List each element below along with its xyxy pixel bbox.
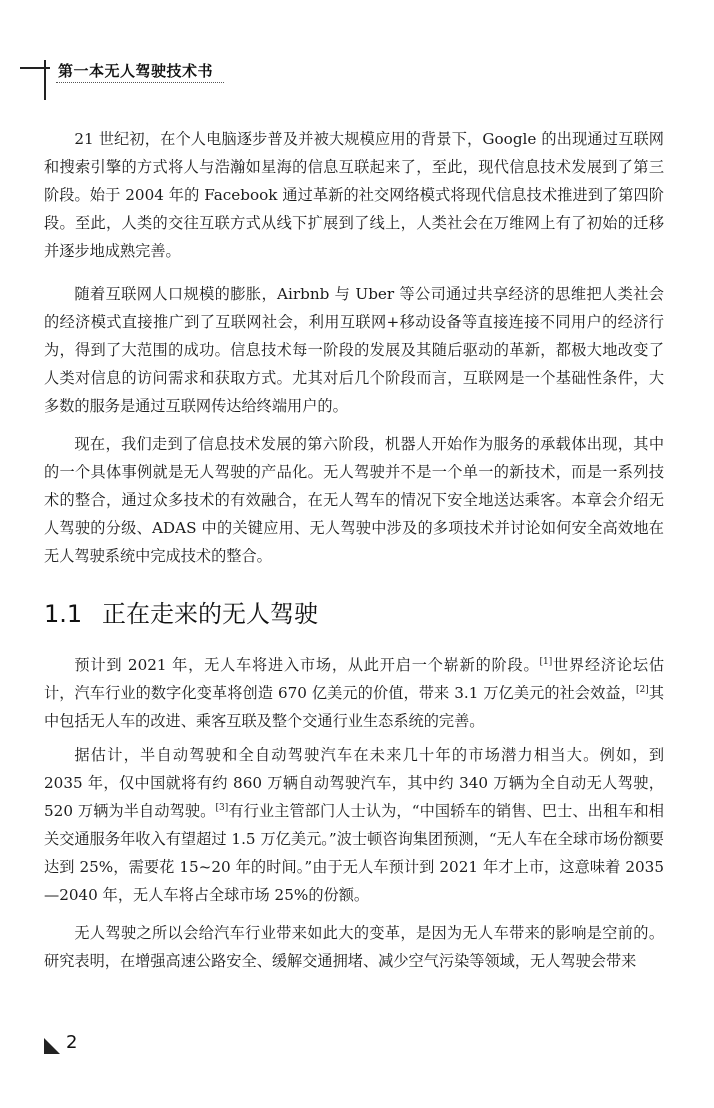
- paragraph-3: 现在，我们走到了信息技术发展的第六阶段，机器人开始作为服务的承载体出现，其中的一个具体事例就是无人驾驶的产品化。无人驾驶并不是一个单一的新技术，而是一系列技术的整合，通过众多技术的有效融合，在无人驾车的情况下安全地送达乘客。本章会介绍无人驾驶的分级、ADAS 中的关键应用、无人驾驶中涉及的多项技术并讨论如何安全高效地在无人驾驶系统中完成技术的整合。: [44, 435, 664, 565]
- book-title: 第一本无人驾驶技术书: [58, 62, 214, 80]
- paragraph-5-text-a: 据估计，半自动驾驶和全自动驾驶汽车在未来几十年的市场潜力相当大。例如，到 2035 年，仅中国就将有约 860 万辆自动驾驶汽车，其中约 340 万辆为全自动无人驾驶，520 万辆为半自动驾驶。: [44, 746, 664, 820]
- paragraph-4-text-b: 世界经济论坛估计，汽车行业的数字化变革将创造 670 亿美元的价值，带来 3.1 万亿美元的社会效益，: [44, 656, 665, 702]
- header-dotted-rule: [56, 82, 224, 83]
- paragraph-5-text-b: 有行业主管部门人士认为，“中国轿车的销售、巴士、出租车和相关交通服务年收入有望超过 1.5 万亿美元。”波士顿咨询集团预测，“无人车在全球市场份额要达到 25%，需要花 15~20 年的时间。”由于无人车预计到 2021 年才上市，这意味着 2035—2040 年，无人车将占全球市场 25%的份额。: [44, 802, 664, 904]
- paragraph-1: 21 世纪初，在个人电脑逐步普及并被大规模应用的背景下，Google 的出现通过互联网和搜索引擎的方式将人与浩瀚如星海的信息互联起来了，至此，现代信息技术发展到了第三阶段。始于 2004 年的 Facebook 通过革新的社交网络模式将现代信息技术推进到了第四阶段。至此，人类的交往互联方式从线下扩展到了线上，人类社会在万维网上有了初始的迁移并逐步地成熟完善。: [44, 130, 664, 260]
- running-header: [0, 0, 714, 110]
- header-vertical-rule: [44, 60, 46, 100]
- corner-triangle-icon: [44, 1038, 60, 1054]
- paragraph-5: [44, 741, 664, 909]
- paragraph-4: [44, 651, 664, 735]
- section-heading: [44, 594, 318, 629]
- paragraph-4-text-a: 预计到 2021 年，无人车将进入市场，从此开启一个崭新的阶段。: [74, 656, 540, 674]
- section-number: 1.1: [44, 600, 83, 628]
- paragraph-2: 随着互联网人口规模的膨胀，Airbnb 与 Uber 等公司通过共享经济的思维把人类社会的经济模式直接推广到了互联网社会，利用互联网+移动设备等直接连接不同用户的经济行为，得到了大范围的成功。信息技术每一阶段的发展及其随后驱动的革新，都极大地改变了人类对信息的访问需求和获取方式。尤其对后几个阶段而言，互联网是一个基础性条件，大多数的服务是通过互联网传达给终端用户的。: [44, 285, 664, 415]
- citation-ref-3: [3]: [215, 802, 229, 813]
- citation-ref-1: [1]: [539, 656, 553, 667]
- section-title: 正在走来的无人驾驶: [102, 600, 318, 628]
- citation-ref-2: [2]: [635, 684, 649, 695]
- paragraph-6: 无人驾驶之所以会给汽车行业带来如此大的变革，是因为无人车带来的影响是空前的。研究表明，在增强高速公路安全、缓解交通拥堵、减少空气污染等领域，无人驾驶会带来: [44, 924, 664, 970]
- page-number: 2: [66, 1032, 78, 1053]
- paragraph-4-text-c: 其中包括无人车的改进、乘客互联及整个交通行业生态系统的完善。: [44, 684, 665, 730]
